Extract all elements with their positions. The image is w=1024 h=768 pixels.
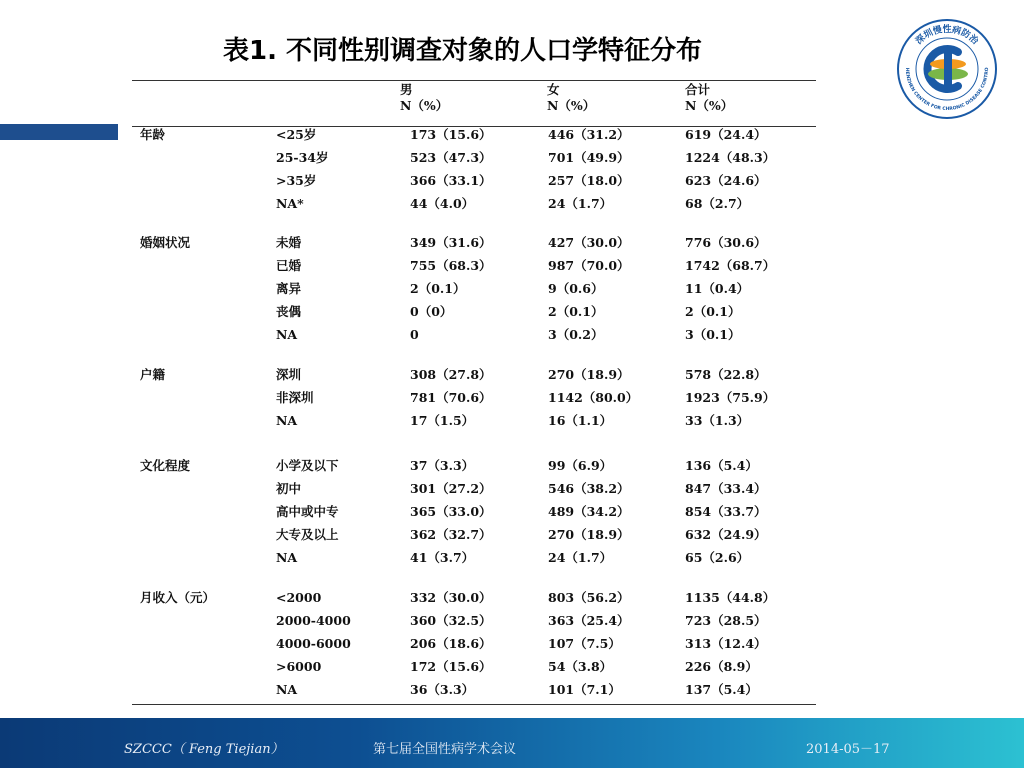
total-cell: 578（22.8） <box>685 367 767 382</box>
male-cell: 2（0.1） <box>410 281 466 296</box>
category-cell: 离异 <box>276 281 302 296</box>
female-cell: 1142（80.0） <box>548 390 639 405</box>
female-cell: 9（0.6） <box>548 281 604 296</box>
column-header-female <box>547 82 595 114</box>
male-cell: 36（3.3） <box>410 682 475 697</box>
category-cell: <2000 <box>276 590 322 605</box>
male-cell: 360（32.5） <box>410 613 492 628</box>
table-bottom-rule <box>132 704 816 705</box>
category-cell: 未婚 <box>276 235 302 250</box>
female-cell: 270（18.9） <box>548 527 630 542</box>
category-cell: 深圳 <box>276 367 302 382</box>
category-cell: <25岁 <box>276 127 317 142</box>
total-cell: 226（8.9） <box>685 659 758 674</box>
total-cell: 1224（48.3） <box>685 150 776 165</box>
male-cell: 523（47.3） <box>410 150 492 165</box>
group-label: 文化程度 <box>140 458 191 473</box>
female-cell: 2（0.1） <box>548 304 604 319</box>
category-cell: 小学及以下 <box>276 458 339 473</box>
footer-date: 2014-05－17 <box>806 742 890 757</box>
male-cell: 0（0） <box>410 304 453 319</box>
female-cell: 446（31.2） <box>548 127 630 142</box>
male-cell: 349（31.6） <box>410 235 492 250</box>
slide-title: 表1. 不同性别调查对象的人口学特征分布 <box>222 36 703 66</box>
group-label: 婚姻状况 <box>140 235 191 250</box>
total-cell: 723（28.5） <box>685 613 767 628</box>
male-cell: 781（70.6） <box>410 390 492 405</box>
female-cell: 54（3.8） <box>548 659 613 674</box>
male-cell: 41（3.7） <box>410 550 475 565</box>
male-cell: 206（18.6） <box>410 636 492 651</box>
male-cell: 0 <box>410 327 419 342</box>
total-cell: 776（30.6） <box>685 235 767 250</box>
female-cell: 99（6.9） <box>548 458 613 473</box>
column-header-total <box>685 82 733 114</box>
column-header-male <box>400 82 448 114</box>
total-cell: 1923（75.9） <box>685 390 776 405</box>
category-cell: 4000-6000 <box>276 636 351 651</box>
column-header-sub: N（%） <box>400 98 449 113</box>
female-cell: 257（18.0） <box>548 173 630 188</box>
total-cell: 65（2.6） <box>685 550 750 565</box>
female-cell: 101（7.1） <box>548 682 621 697</box>
female-cell: 701（49.9） <box>548 150 630 165</box>
group-label: 月收入（元） <box>140 590 216 605</box>
male-cell: 172（15.6） <box>410 659 492 674</box>
total-cell: 847（33.4） <box>685 481 767 496</box>
female-cell: 24（1.7） <box>548 550 613 565</box>
category-cell: 初中 <box>276 481 302 496</box>
female-cell: 427（30.0） <box>548 235 630 250</box>
group-label: 户籍 <box>140 367 166 382</box>
male-cell: 362（32.7） <box>410 527 492 542</box>
accent-bar <box>0 124 118 140</box>
male-cell: 173（15.6） <box>410 127 492 142</box>
footer-conference: 第七届全国性病学术会议 <box>373 742 517 757</box>
total-cell: 2（0.1） <box>685 304 741 319</box>
female-cell: 3（0.2） <box>548 327 604 342</box>
logo-text-top: 深圳慢性病防治 <box>914 25 980 47</box>
category-cell: 非深圳 <box>276 390 314 405</box>
category-cell: 大专及以上 <box>276 527 339 542</box>
female-cell: 270（18.9） <box>548 367 630 382</box>
female-cell: 363（25.4） <box>548 613 630 628</box>
logo-text-bottom: HENZHEN CENTER FOR CHRONIC DISEASE CONTRO <box>903 67 991 113</box>
category-cell: NA* <box>276 196 304 211</box>
category-cell: 丧偶 <box>276 304 302 319</box>
total-cell: 313（12.4） <box>685 636 767 651</box>
male-cell: 37（3.3） <box>410 458 475 473</box>
total-cell: 136（5.4） <box>685 458 758 473</box>
total-cell: 33（1.3） <box>685 413 750 428</box>
female-cell: 546（38.2） <box>548 481 630 496</box>
male-cell: 332（30.0） <box>410 590 492 605</box>
female-cell: 107（7.5） <box>548 636 621 651</box>
male-cell: 301（27.2） <box>410 481 492 496</box>
male-cell: 366（33.1） <box>410 173 492 188</box>
category-cell: >6000 <box>276 659 322 674</box>
male-cell: 365（33.0） <box>410 504 492 519</box>
total-cell: 68（2.7） <box>685 196 750 211</box>
female-cell: 489（34.2） <box>548 504 630 519</box>
total-cell: 623（24.6） <box>685 173 767 188</box>
female-cell: 987（70.0） <box>548 258 630 273</box>
total-cell: 3（0.1） <box>685 327 741 342</box>
group-label: 年龄 <box>140 127 166 142</box>
footer-bar <box>0 718 1024 768</box>
male-cell: 44（4.0） <box>410 196 475 211</box>
total-cell: 854（33.7） <box>685 504 767 519</box>
column-header-label: 男 <box>400 82 413 97</box>
category-cell: 2000-4000 <box>276 613 351 628</box>
category-cell: >35岁 <box>276 173 317 188</box>
category-cell: 25-34岁 <box>276 150 329 165</box>
column-header-sub: N（%） <box>685 98 734 113</box>
category-cell: 已婚 <box>276 258 302 273</box>
category-cell: NA <box>276 413 298 428</box>
category-cell: NA <box>276 550 298 565</box>
total-cell: 1742（68.7） <box>685 258 776 273</box>
male-cell: 17（1.5） <box>410 413 475 428</box>
column-header-label: 合计 <box>685 82 711 97</box>
female-cell: 24（1.7） <box>548 196 613 211</box>
column-header-label: 女 <box>547 82 560 97</box>
footer-author: SZCCC（ Feng Tiejian） <box>124 742 284 757</box>
category-cell: NA <box>276 682 298 697</box>
category-cell: NA <box>276 327 298 342</box>
category-cell: 高中或中专 <box>276 504 339 519</box>
total-cell: 137（5.4） <box>685 682 758 697</box>
table-top-rule <box>132 80 816 81</box>
total-cell: 11（0.4） <box>685 281 750 296</box>
male-cell: 755（68.3） <box>410 258 492 273</box>
total-cell: 619（24.4） <box>685 127 767 142</box>
total-cell: 1135（44.8） <box>685 590 776 605</box>
male-cell: 308（27.8） <box>410 367 492 382</box>
szccc-logo-icon <box>896 18 998 120</box>
total-cell: 632（24.9） <box>685 527 767 542</box>
female-cell: 803（56.2） <box>548 590 630 605</box>
column-header-sub: N（%） <box>547 98 596 113</box>
female-cell: 16（1.1） <box>548 413 613 428</box>
